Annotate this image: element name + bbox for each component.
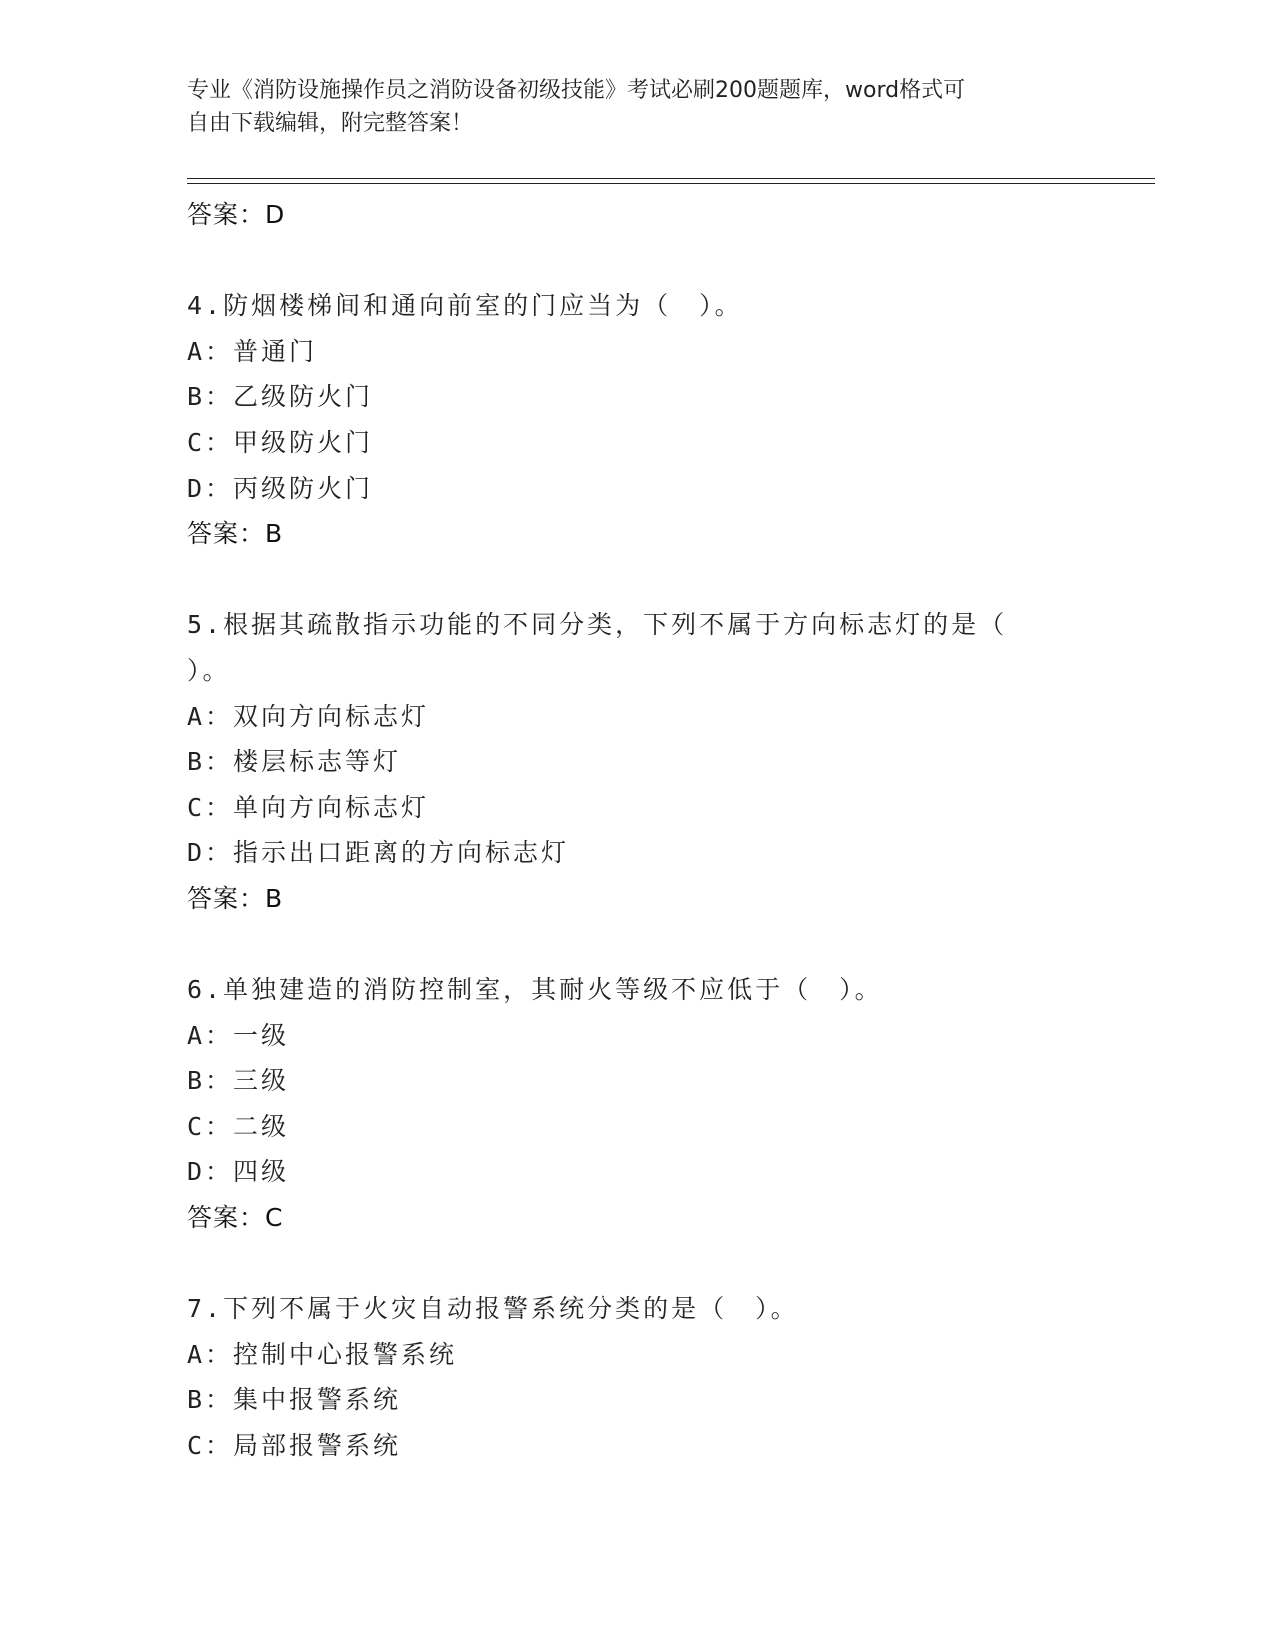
answer-line: 答案：B xyxy=(187,883,284,913)
option-d: D：丙级防火门 xyxy=(187,473,374,503)
question-block xyxy=(187,1286,1087,1468)
question-stem: 4.防烟楼梯间和通向前室的门应当为（ ）。 xyxy=(187,291,743,321)
question-stem: 6.单独建造的消防控制室，其耐火等级不应低于（ ）。 xyxy=(187,975,883,1005)
question-block xyxy=(187,283,1087,557)
option-c: C：局部报警系统 xyxy=(187,1431,402,1461)
question-list xyxy=(187,192,1087,1469)
option-c: C：单向方向标志灯 xyxy=(187,792,430,822)
option-b: B：三级 xyxy=(187,1066,290,1096)
option-b: B：乙级防火门 xyxy=(187,382,374,412)
option-c: C：二级 xyxy=(187,1111,290,1141)
header-rule-top xyxy=(187,178,1155,179)
document-header xyxy=(187,74,1087,140)
option-b: B：集中报警系统 xyxy=(187,1385,402,1415)
spacer xyxy=(187,1241,1087,1287)
question-block xyxy=(187,967,1087,1241)
question-stem-continued: ）。 xyxy=(187,655,231,685)
spacer xyxy=(187,557,1087,603)
option-d: D：四级 xyxy=(187,1157,290,1187)
option-b: B：楼层标志等灯 xyxy=(187,747,402,777)
option-d: D：指示出口距离的方向标志灯 xyxy=(187,838,570,868)
header-rule-bottom xyxy=(187,183,1155,184)
option-a: A：双向方向标志灯 xyxy=(187,701,430,731)
option-a: A：普通门 xyxy=(187,336,318,366)
spacer xyxy=(187,238,1087,284)
answer-line: 答案：B xyxy=(187,519,284,549)
option-a: A：一级 xyxy=(187,1020,290,1050)
question-block xyxy=(187,602,1087,921)
answer-line: 答案：D xyxy=(187,200,286,229)
answer-line: 答案：C xyxy=(187,1203,284,1233)
header-line-1: 专业《消防设施操作员之消防设备初级技能》考试必刷200题题库，word格式可 xyxy=(187,78,966,103)
spacer xyxy=(187,922,1087,968)
header-line-2: 自由下载编辑，附完整答案！ xyxy=(187,111,474,136)
question-stem: 5.根据其疏散指示功能的不同分类，下列不属于方向标志灯的是（ xyxy=(187,610,1008,640)
question-stem: 7.下列不属于火灾自动报警系统分类的是（ ）。 xyxy=(187,1294,799,1324)
option-a: A：控制中心报警系统 xyxy=(187,1339,458,1369)
option-c: C：甲级防火门 xyxy=(187,427,374,457)
